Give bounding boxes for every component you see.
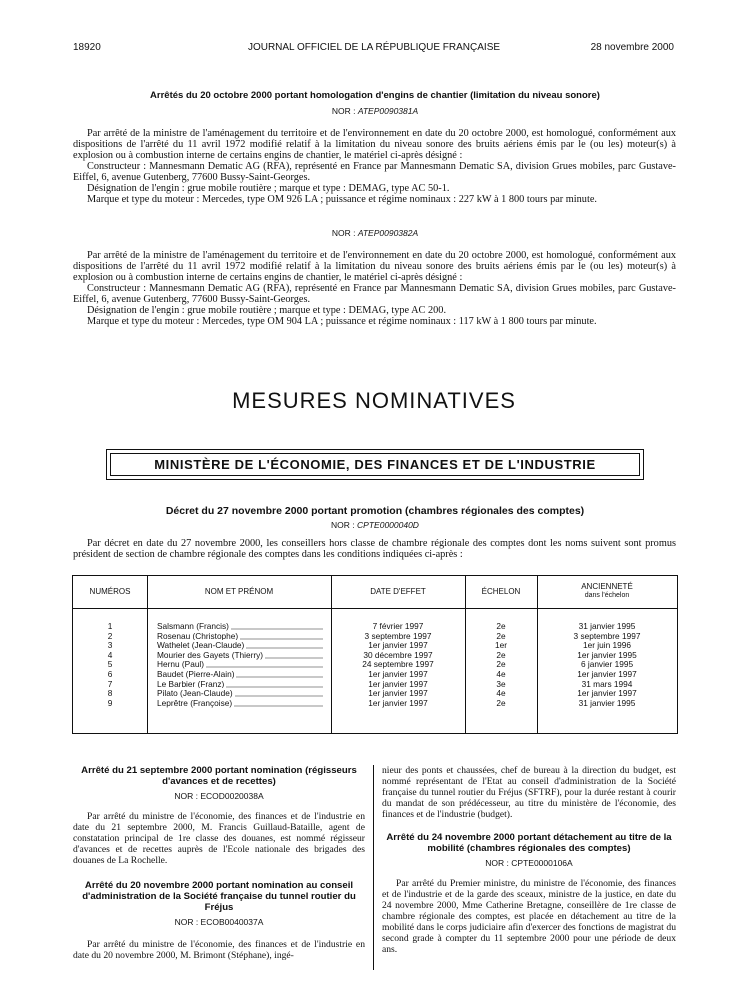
cell-echelon: 2e	[496, 659, 506, 670]
table-row	[73, 640, 677, 650]
block-a-para-2: Constructeur : Mannesmann Dematic AG (RFA), représenté en France par Mannesmann Dematic SA, division Grues mobiles, parc Gustave-Eiffel, 6, avenue Gutenberg, 77600 Bussy-Saint-Georges.	[73, 161, 676, 183]
ministry-box-inner	[110, 453, 640, 476]
arrete-homologation-title: Arrêtés du 20 octobre 2000 portant homologation d'engins de chantier (limitation du niveau sonore)	[150, 90, 600, 101]
cell-name	[157, 659, 323, 669]
cell-name-text: Baudet (Pierre-Alain)	[157, 669, 235, 679]
cell-date: 30 décembre 1997	[363, 649, 433, 660]
cell-date: 1er janvier 1997	[368, 678, 428, 689]
decret-intro	[73, 538, 676, 560]
cell-anc: 31 janvier 1995	[578, 697, 636, 708]
cell-echelon: 3e	[496, 678, 506, 689]
cell-num: 6	[107, 669, 113, 679]
a3-text: Par arrêté du Premier ministre, du ministre de l'économie, des finances et de l'industrie et de la garde des sceaux, ministre de la justice, en date du 24 novembre 2000, Mme Catherine Bretagne, conseillère de 1re classe de chambre régionale des comptes, est placée en détachement au titre de la mobilité dans le corps judiciaire afin d'exercer des fonctions de magistrat du second grade à compter du 11 septembre 2000 pour une période de deux ans.	[382, 878, 676, 955]
cell-num: 8	[107, 688, 113, 699]
journal-title: JOURNAL OFFICIEL DE LA RÉPUBLIQUE FRANÇAISE	[247, 42, 501, 53]
decret-nor: NOR : CPTE0000040D	[331, 520, 419, 530]
cell-date: 3 septembre 1997	[364, 630, 432, 641]
block-a-para-4: Marque et type du moteur : Mercedes, type OM 926 LA ; puissance et régime nominaux : 227 kW à 1 800 tours par minute.	[87, 194, 597, 205]
table-row	[73, 688, 677, 698]
cell-anc: 6 janvier 1995	[580, 659, 634, 670]
left-column	[73, 765, 365, 961]
cell-name	[157, 698, 323, 708]
cell-date: 24 septembre 1997	[362, 659, 434, 670]
cell-num: 7	[107, 678, 113, 689]
header-separator	[73, 608, 677, 609]
block-b-para-2: Constructeur : Mannesmann Dematic AG (RFA), représenté en France par Mannesmann Dematic SA, division Grues mobiles, parc Gustave-Eiffel, 6, avenue Gutenberg, 77600 Bussy-Saint-Georges.	[73, 283, 676, 305]
a2-text: Par arrêté du ministre de l'économie, des finances et de l'industrie en date du 20 novembre 2000, M. Brimont (Stéphane), ingé-	[73, 939, 365, 961]
cell-anc: 1er janvier 1997	[577, 669, 637, 679]
cell-num: 1	[107, 621, 113, 631]
cell-name-text: Le Barbier (Franz)	[157, 678, 225, 689]
cell-name-text: Mourier des Gayets (Thierry)	[157, 649, 264, 660]
cell-date: 1er janvier 1997	[368, 640, 428, 651]
cell-anc: 1er juin 1996	[583, 640, 631, 651]
col-header-echelon: ÉCHELON	[481, 587, 521, 596]
cell-anc: 1er janvier 1997	[577, 688, 637, 699]
continued-text: nieur des ponts et chaussées, chef de bureau à la direction du budget, est nommé représentant de l'Etat au conseil d'administration de la Société française du tunnel routier du Fréjus (SFTRF), pour la durée restant à courir du mandat de son prédécesseur, au titre du ministère de l'économie, des finances et de l'industrie (budget).	[382, 765, 676, 820]
cell-anc: 1er janvier 1995	[577, 649, 637, 660]
a3-nor: NOR : CPTE0000106A	[485, 858, 573, 868]
cell-date: 7 février 1997	[372, 621, 424, 631]
arrete-block-b	[73, 250, 676, 327]
page-number: 18920	[73, 42, 101, 53]
a3-title: Arrêté du 24 novembre 2000 portant détachement au titre de la mobilité (chambres régionales des comptes)	[386, 832, 672, 854]
cell-anc: 31 mars 1994	[581, 678, 633, 689]
cell-name	[157, 679, 323, 689]
promotion-table	[72, 575, 678, 734]
arrete-block-a	[73, 128, 676, 205]
nor-a: NOR : ATEP0090381A	[331, 106, 419, 116]
col-header-numeros: NUMÉROS	[89, 587, 131, 596]
cell-echelon: 2e	[496, 630, 506, 641]
block-b-para-4: Marque et type du moteur : Mercedes, type OM 904 LA ; puissance et régime nominaux : 117 kW à 1 800 tours par minute.	[87, 316, 597, 327]
cell-num: 5	[107, 659, 113, 670]
cell-num: 3	[107, 640, 113, 651]
decret-title: Décret du 27 novembre 2000 portant promotion (chambres régionales des comptes)	[165, 505, 585, 517]
cell-echelon: 1er	[495, 640, 507, 651]
ministry-box-outer	[106, 449, 644, 480]
a1-text: Par arrêté du ministre de l'économie, des finances et de l'industrie en date du 21 septembre 2000, M. Francis Guillaud-Bataille, agent de constatation principal de 1re classe des douanes, est nommé régisseur d'avances et de recettes auprès de l'Ecole nationale des brigades des douanes de La Rochelle.	[73, 811, 365, 866]
cell-echelon: 4e	[496, 669, 506, 679]
cell-echelon: 4e	[496, 688, 506, 699]
cell-name	[157, 631, 323, 641]
a2-title: Arrêté du 20 novembre 2000 portant nomination au conseil d'administration de la Société française du tunnel routier du Fréjus	[82, 880, 356, 913]
cell-name	[157, 669, 323, 679]
cell-date: 1er janvier 1997	[368, 669, 428, 679]
cell-date: 1er janvier 1997	[368, 688, 428, 699]
cell-anc: 31 janvier 1995	[578, 621, 636, 631]
cell-echelon: 2e	[496, 649, 506, 660]
table-row	[73, 621, 677, 631]
cell-date: 1er janvier 1997	[368, 697, 428, 708]
ministry-title: MINISTÈRE DE L'ÉCONOMIE, DES FINANCES ET DE L'INDUSTRIE	[154, 457, 596, 472]
table-row	[73, 631, 677, 641]
cell-echelon: 2e	[496, 621, 506, 631]
cell-name-text: Wathelet (Jean-Claude)	[157, 640, 245, 651]
block-b-para-1: Par arrêté de la ministre de l'aménagement du territoire et de l'environnement en date du 20 octobre 2000, est homologué, conformément aux dispositions de l'arrêté du 11 avril 1972 modifié relatif à la limitation du niveau sonore des bruits aériens émis par le (ou les) moteur(s) à explosion ou à combustion interne de certains engins de chantier, le matériel ci-après désigné :	[73, 250, 676, 283]
cell-name-text: Rosenau (Christophe)	[157, 630, 239, 641]
cell-num: 2	[107, 630, 113, 641]
cell-name-text: Hernu (Paul)	[157, 659, 205, 670]
cell-name-text: Leprêtre (Françoise)	[157, 697, 233, 708]
cell-num: 4	[107, 649, 113, 660]
section-title: MESURES NOMINATIVES	[232, 388, 516, 413]
a1-nor: NOR : ECOD0020038A	[174, 791, 264, 801]
table-row	[73, 650, 677, 660]
table-row	[73, 669, 677, 679]
cell-num: 9	[107, 697, 113, 708]
table-row	[73, 659, 677, 669]
issue-date: 28 novembre 2000	[590, 42, 674, 53]
table-row	[73, 698, 677, 708]
anciennete-label: ANCIENNETÉ	[581, 582, 633, 591]
block-b-para-3: Désignation de l'engin : grue mobile routière ; marque et type : DEMAG, type AC 200.	[87, 305, 447, 316]
cell-anc: 3 septembre 1997	[573, 630, 641, 641]
right-column	[382, 765, 676, 955]
col-header-nom: NOM ET PRÉNOM	[204, 587, 274, 596]
cell-name	[157, 688, 323, 698]
block-a-para-1: Par arrêté de la ministre de l'aménagement du territoire et de l'environnement en date du 20 octobre 2000, est homologué, conformément aux dispositions de l'arrêté du 11 avril 1972 modifié relatif à la limitation du niveau sonore des bruits aériens émis par le (ou les) moteur(s) à explosion ou à combustion interne de certains engins de chantier, le matériel ci-après désigné :	[73, 128, 676, 161]
cell-name	[157, 650, 323, 660]
table-row	[73, 679, 677, 689]
a2-nor: NOR : ECOB0040037A	[174, 917, 264, 927]
cell-name-text: Salsmann (Francis)	[157, 621, 229, 631]
cell-name-text: Pilato (Jean-Claude)	[157, 688, 233, 699]
anciennete-sublabel: dans l'échelon	[584, 592, 630, 599]
a1-title: Arrêté du 21 septembre 2000 portant nomination (régisseurs d'avances et de recettes)	[81, 765, 357, 787]
nor-b: NOR : ATEP0090382A	[331, 228, 419, 238]
col-header-date: DATE D'EFFET	[370, 587, 426, 596]
column-divider	[373, 765, 374, 970]
cell-echelon: 2e	[496, 697, 506, 708]
block-a-para-3: Désignation de l'engin : grue mobile routière ; marque et type : DEMAG, type AC 50-1.	[87, 183, 450, 194]
col-header-anciennete	[537, 582, 677, 600]
decret-intro-text: Par décret en date du 27 novembre 2000, les conseillers hors classe de chambre régionale des comptes dont les noms suivent sont promus président de section de chambre régionale des comptes dans les conditions indiquées ci-après :	[73, 538, 676, 560]
cell-name	[157, 640, 323, 650]
cell-name	[157, 621, 323, 631]
